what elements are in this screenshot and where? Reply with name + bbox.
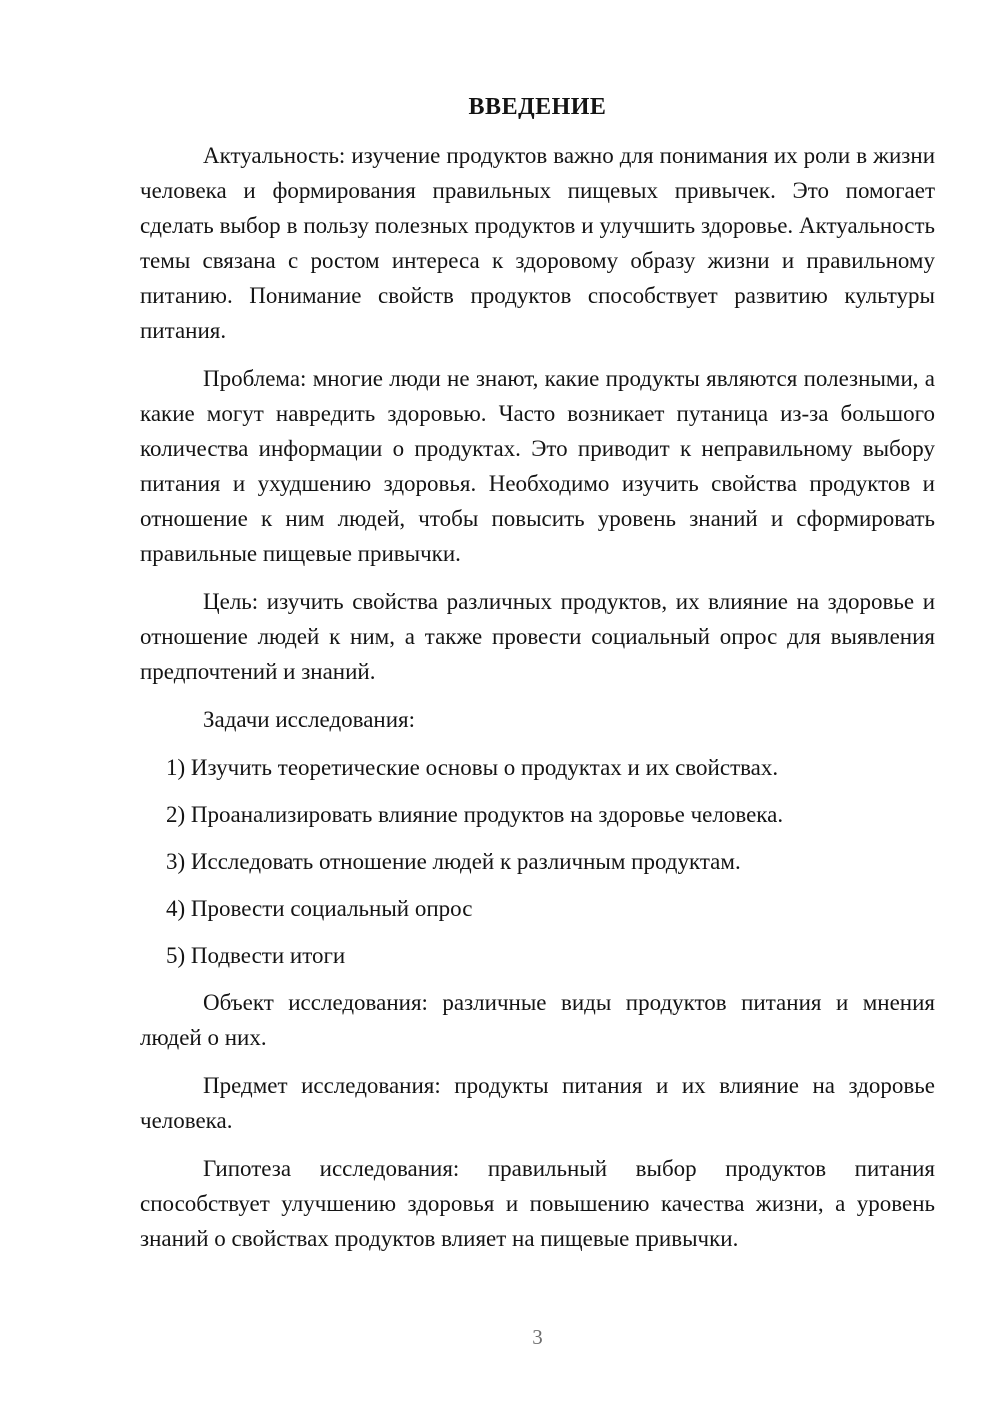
task-item-3: 3) Исследовать отношение людей к различным продуктам.	[166, 849, 741, 874]
paragraph-hypothesis: Гипотеза исследования: правильный выбор продуктов питания способствует улучшению здоровья и повышению качества жизни, а уровень знаний о свойствах продуктов влияет на пищевые привычки.	[140, 1156, 935, 1251]
task-item-4: 4) Провести социальный опрос	[166, 896, 473, 921]
task-item-2: 2) Проанализировать влияние продуктов на здоровье человека.	[166, 802, 784, 827]
page-number: 3	[532, 1325, 543, 1349]
page-title: ВВЕДЕНИЕ	[468, 94, 607, 120]
task-item-1: 1) Изучить теоретические основы о продуктах и их свойствах.	[166, 755, 779, 780]
tasks-heading: Задачи исследования:	[203, 707, 416, 732]
paragraph-object: Объект исследования: различные виды продуктов питания и мнения людей о них.	[140, 990, 935, 1050]
task-item-5: 5) Подвести итоги	[166, 943, 346, 968]
paragraph-goal: Цель: изучить свойства различных продуктов, их влияние на здоровье и отношение людей к ним, а также провести социальный опрос для выявления предпочтений и знаний.	[140, 589, 935, 684]
paragraph-relevance: Актуальность: изучение продуктов важно для понимания их роли в жизни человека и формирования правильных пищевых привычек. Это помогает сделать выбор в пользу полезных продуктов и улучшить здоровье. Актуальность темы связана с ростом интереса к здоровому образу жизни и правильному питанию. Понимание свойств продуктов способствует развитию культуры питания.	[140, 143, 935, 343]
paragraph-subject: Предмет исследования: продукты питания и их влияние на здоровье человека.	[140, 1073, 935, 1133]
paragraph-problem: Проблема: многие люди не знают, какие продукты являются полезными, а какие могут навредить здоровью. Часто возникает путаница из-за большого количества информации о продуктах. Это приводит к неправильному выбору питания и ухудшению здоровья. Необходимо изучить свойства продуктов и отношение к ним людей, чтобы повысить уровень знаний и сформировать правильные пищевые привычки.	[140, 366, 935, 566]
tasks-list	[140, 750, 935, 973]
